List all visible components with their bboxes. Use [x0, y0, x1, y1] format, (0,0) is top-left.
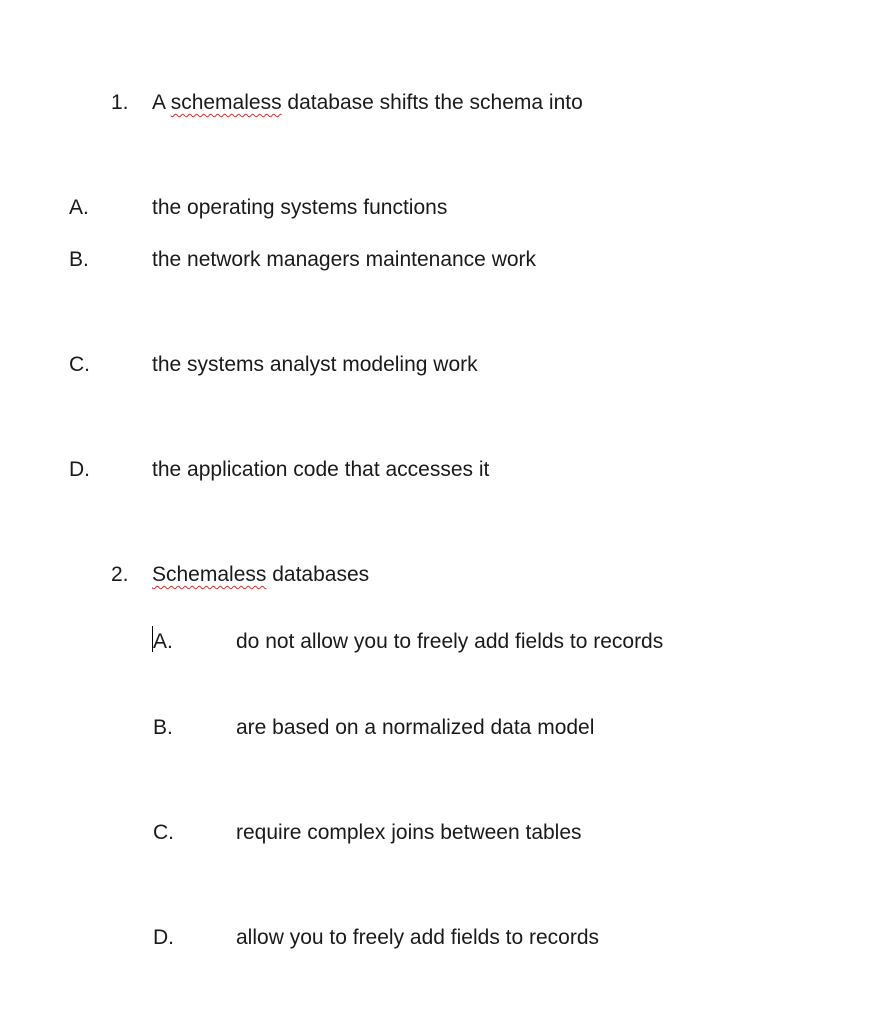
q1-option-a-text: the operating systems functions: [152, 196, 448, 219]
question-2-spellcheck-word: Schemaless: [152, 563, 267, 586]
q1-option-c-letter: C.: [69, 353, 90, 376]
q2-option-c-text: require complex joins between tables: [236, 821, 582, 844]
question-2-number: 2.: [111, 563, 129, 586]
q2-option-a-text: do not allow you to freely add fields to records: [236, 630, 664, 653]
q1-option-c-text: the systems analyst modeling work: [152, 353, 478, 376]
q2-option-c-letter: C.: [153, 821, 174, 844]
q2-option-d-letter: D.: [153, 926, 174, 949]
q1-option-b-letter: B.: [69, 248, 89, 271]
question-2-stem-post: databases: [266, 563, 370, 586]
q1-option-b-text: the network managers maintenance work: [152, 248, 537, 271]
question-1-stem-pre: A: [152, 91, 171, 114]
question-1-number: 1.: [111, 91, 129, 114]
q1-option-a-letter: A.: [69, 196, 89, 219]
question-2-stem: [152, 564, 369, 585]
question-1-spellcheck-word: schemaless: [170, 91, 282, 114]
q2-option-d-text: allow you to freely add fields to records: [236, 926, 600, 949]
q2-option-b-letter: B.: [153, 716, 173, 739]
q1-option-d-letter: D.: [69, 458, 90, 481]
question-1-stem: [152, 92, 583, 113]
q2-option-b-text: are based on a normalized data model: [236, 716, 595, 739]
q2-option-a-letter: A.: [153, 630, 173, 653]
q1-option-d-text: the application code that accesses it: [152, 458, 490, 481]
question-1-stem-post: database shifts the schema into: [281, 91, 583, 114]
